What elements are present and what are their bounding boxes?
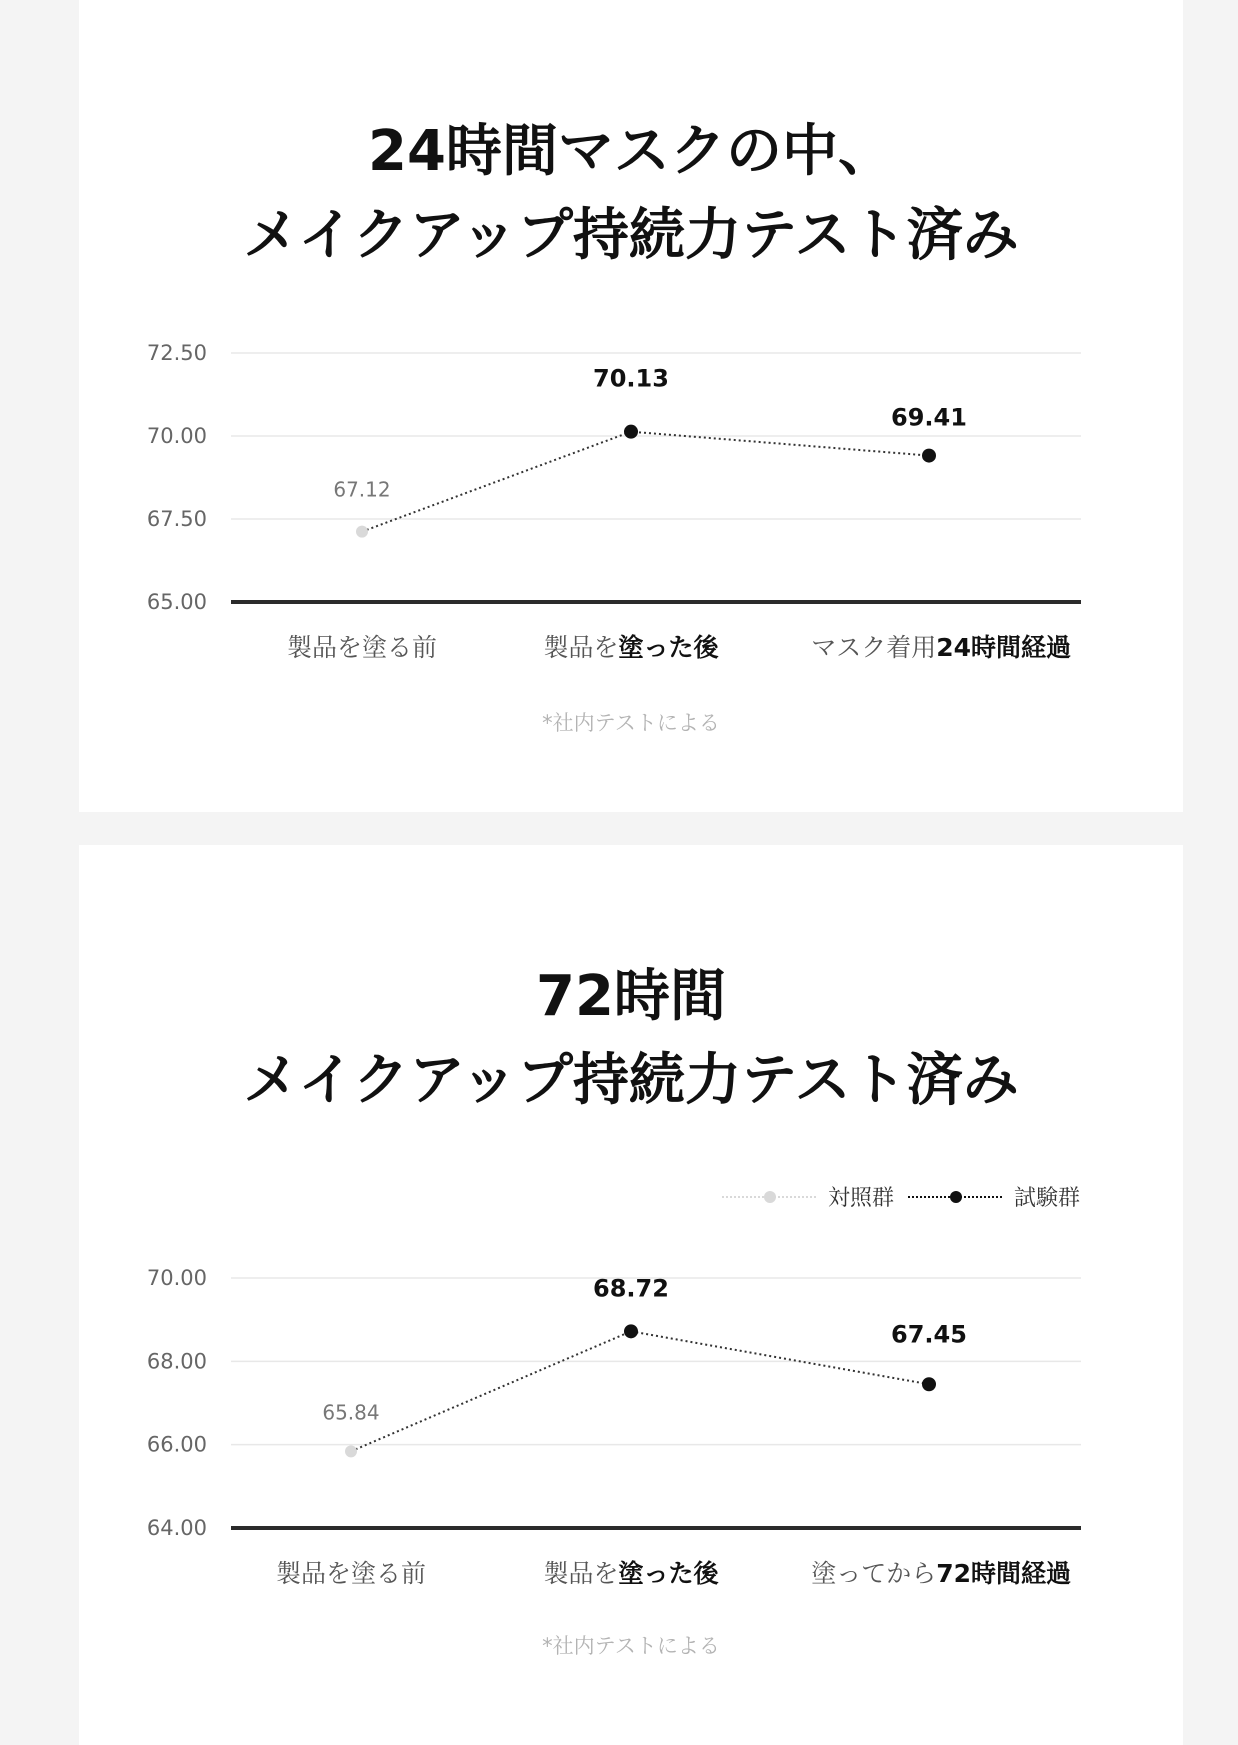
chart-card-24h bbox=[79, 0, 1183, 812]
category-bold: 72時間経過 bbox=[936, 1559, 1071, 1588]
category-normal: 製品を bbox=[543, 633, 619, 662]
x-category-label bbox=[811, 1559, 1071, 1588]
x-category-label bbox=[287, 633, 437, 662]
y-tick-label: 65.00 bbox=[146, 590, 207, 614]
chart-title-line1: 72時間 bbox=[536, 964, 726, 1029]
data-point bbox=[922, 1377, 936, 1391]
data-point bbox=[922, 449, 936, 463]
data-label: 70.13 bbox=[593, 364, 669, 393]
x-category-label bbox=[811, 633, 1071, 662]
category-normal: 塗ってから bbox=[811, 1559, 937, 1588]
category-bold: 塗った後 bbox=[618, 633, 719, 662]
series-line bbox=[351, 1331, 929, 1451]
footnote: *社内テストによる bbox=[542, 1634, 720, 1658]
x-category-label bbox=[276, 1559, 426, 1588]
line-chart-24h bbox=[79, 0, 1183, 812]
data-label: 65.84 bbox=[322, 1400, 380, 1425]
data-point bbox=[624, 425, 638, 439]
y-tick-label: 72.50 bbox=[146, 341, 207, 365]
data-label: 67.12 bbox=[333, 477, 391, 502]
chart-title-line2: メイクアップ持続力テスト済み bbox=[243, 1048, 1019, 1113]
y-tick-label: 68.00 bbox=[146, 1349, 207, 1374]
x-category-label bbox=[543, 1559, 719, 1588]
legend-label-test: 試験群 bbox=[1013, 1186, 1080, 1211]
chart-card-72h bbox=[79, 845, 1183, 1745]
data-point bbox=[624, 1324, 638, 1338]
data-label: 67.45 bbox=[891, 1320, 967, 1349]
data-label: 68.72 bbox=[593, 1274, 669, 1303]
data-point bbox=[356, 526, 368, 538]
category-normal: 製品を bbox=[543, 1559, 619, 1588]
data-label: 69.41 bbox=[891, 403, 967, 432]
category-bold: 塗った後 bbox=[618, 1559, 719, 1588]
category-normal: マスク着用 bbox=[811, 633, 937, 662]
y-tick-label: 66.00 bbox=[146, 1432, 207, 1457]
category-bold: 24時間経過 bbox=[936, 633, 1071, 662]
x-category-label bbox=[543, 633, 719, 662]
y-tick-label: 67.50 bbox=[146, 507, 207, 531]
series-line bbox=[362, 432, 929, 532]
footnote: *社内テストによる bbox=[542, 711, 720, 735]
y-tick-label: 70.00 bbox=[146, 424, 207, 448]
legend-label-control: 対照群 bbox=[827, 1186, 894, 1211]
category-normal: 製品を塗る前 bbox=[275, 1559, 427, 1588]
y-tick-label: 70.00 bbox=[146, 1266, 207, 1290]
data-point bbox=[345, 1445, 357, 1457]
line-chart-72h bbox=[79, 845, 1183, 1745]
chart-title-line1: 24時間マスクの中、 bbox=[368, 119, 894, 184]
y-tick-label: 64.00 bbox=[146, 1516, 207, 1540]
category-normal: 製品を塗る前 bbox=[286, 633, 438, 662]
chart-title-line2: メイクアップ持続力テスト済み bbox=[243, 203, 1019, 268]
